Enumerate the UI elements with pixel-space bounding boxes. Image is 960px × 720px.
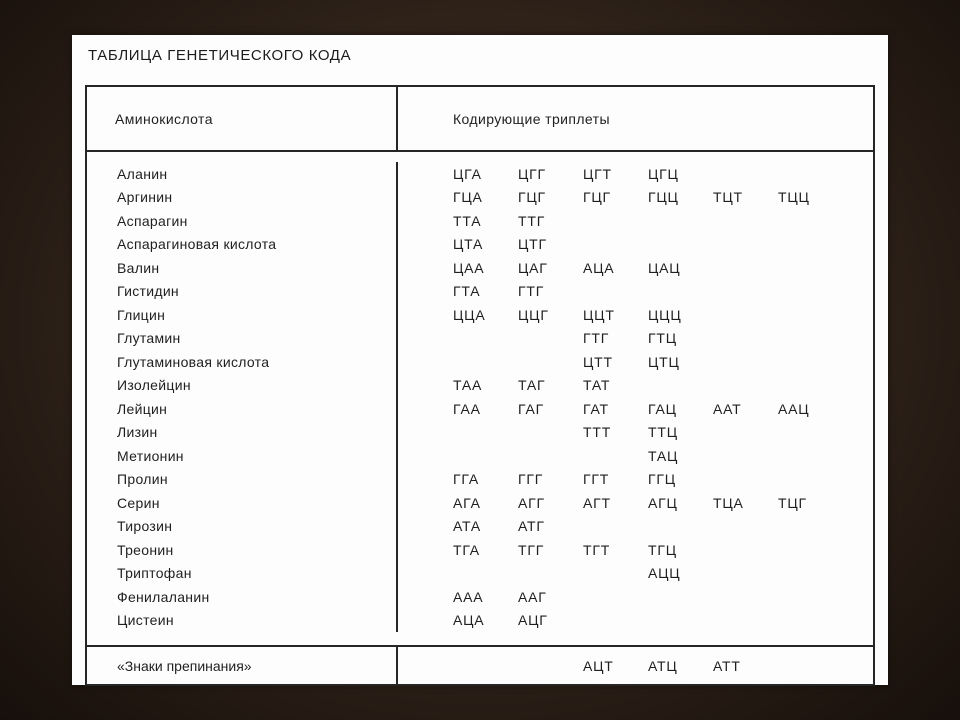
triplet-cell: ЦЦА — [453, 306, 486, 323]
triplet-cells — [398, 515, 873, 539]
triplet-cell: ГТЦ — [648, 330, 677, 347]
triplet-cell: ТТЦ — [648, 424, 678, 441]
triplet-cell: ЦГГ — [518, 165, 546, 182]
triplet-cell: ЦГТ — [583, 165, 612, 182]
triplet-cells — [398, 350, 873, 374]
triplet-cells — [398, 186, 873, 210]
triplet-cell: ГГГ — [518, 471, 544, 488]
triplet-cell: ТГА — [453, 541, 480, 558]
table-row — [87, 538, 873, 562]
triplet-cell: ААЦ — [778, 400, 810, 417]
amino-acid-name: Серин — [87, 491, 398, 515]
triplet-cell: ГЦГ — [583, 189, 611, 206]
triplet-cells — [398, 538, 873, 562]
amino-acid-name: Цистеин — [87, 609, 398, 633]
triplet-cell: АТЦ — [648, 657, 678, 674]
amino-acid-name: Изолейцин — [87, 374, 398, 398]
triplet-cell: ЦГА — [453, 165, 482, 182]
triplet-cell: АТА — [453, 518, 482, 535]
triplet-cells — [398, 233, 873, 257]
triplet-cell: АГА — [453, 494, 481, 511]
triplet-cell: ГЦЦ — [648, 189, 679, 206]
triplet-cell: АТГ — [518, 518, 545, 535]
table-row — [87, 303, 873, 327]
triplet-cell: ТАЦ — [648, 447, 679, 464]
triplet-cell: ЦТТ — [583, 353, 613, 370]
triplet-cells — [398, 585, 873, 609]
triplet-cell: ГАЦ — [648, 400, 677, 417]
footer-triplets — [398, 647, 873, 684]
table-row — [87, 256, 873, 280]
triplet-cell: ТТТ — [583, 424, 612, 441]
amino-acid-name: Пролин — [87, 468, 398, 492]
triplet-cell: АГГ — [518, 494, 545, 511]
triplet-cell: ТАА — [453, 377, 483, 394]
amino-acid-name: Аспарагин — [87, 209, 398, 233]
triplet-cell: ЦЦТ — [583, 306, 615, 323]
triplet-cell: ТЦЦ — [778, 189, 810, 206]
amino-acid-name: Аргинин — [87, 186, 398, 210]
triplet-cell: ЦТА — [453, 236, 484, 253]
triplet-cell: ГГЦ — [648, 471, 676, 488]
table-header-row — [87, 87, 873, 152]
table-body — [87, 152, 873, 645]
triplet-cell: АТТ — [713, 657, 741, 674]
triplet-cell: ГТГ — [583, 330, 610, 347]
triplet-cells — [398, 609, 873, 633]
triplet-cell: ГАГ — [518, 400, 544, 417]
triplet-cell: ГАТ — [583, 400, 609, 417]
column-header-amino-acid: Аминокислота — [87, 87, 398, 150]
triplet-cell: ГАА — [453, 400, 481, 417]
triplet-cell: ГЦА — [453, 189, 483, 206]
table-row — [87, 421, 873, 445]
triplet-cell: АЦА — [453, 612, 485, 629]
triplet-cell: ЦТЦ — [648, 353, 680, 370]
amino-acid-name: Тирозин — [87, 515, 398, 539]
amino-acid-name: Лизин — [87, 421, 398, 445]
table-row — [87, 397, 873, 421]
triplet-cell: ГГТ — [583, 471, 610, 488]
triplet-cell: АЦГ — [518, 612, 548, 629]
triplet-cell: ГТА — [453, 283, 481, 300]
triplet-cell: ГЦГ — [518, 189, 546, 206]
amino-acid-name: Фенилаланин — [87, 585, 398, 609]
triplet-cells — [398, 327, 873, 351]
amino-acid-name: Аспарагиновая кислота — [87, 233, 398, 257]
triplet-cells — [398, 562, 873, 586]
triplet-cell: ТАТ — [583, 377, 611, 394]
triplet-cell: ЦАЦ — [648, 259, 681, 276]
table-row — [87, 327, 873, 351]
triplet-cell: ААА — [453, 588, 484, 605]
amino-acid-name: Аланин — [87, 162, 398, 186]
slide-panel — [72, 35, 888, 685]
table-row — [87, 562, 873, 586]
genetic-code-table — [85, 85, 875, 686]
triplet-cells — [398, 444, 873, 468]
table-row — [87, 491, 873, 515]
triplet-cells — [398, 491, 873, 515]
triplet-cells — [398, 280, 873, 304]
amino-acid-name: Треонин — [87, 538, 398, 562]
triplet-cells — [398, 374, 873, 398]
table-row — [87, 609, 873, 633]
triplet-cell: ТТА — [453, 212, 482, 229]
triplet-cells — [398, 397, 873, 421]
triplet-cell: ТТГ — [518, 212, 546, 229]
table-row — [87, 233, 873, 257]
triplet-cells — [398, 468, 873, 492]
table-row — [87, 350, 873, 374]
triplet-cell: ТГГ — [518, 541, 545, 558]
amino-acid-name: Лейцин — [87, 397, 398, 421]
triplet-cell: ААГ — [518, 588, 547, 605]
triplet-cell: ЦЦГ — [518, 306, 549, 323]
table-footer-row — [87, 645, 873, 684]
triplet-cell: АГЦ — [648, 494, 678, 511]
amino-acid-name: Триптофан — [87, 562, 398, 586]
triplet-cell: ЦАГ — [518, 259, 548, 276]
triplet-cell: АЦТ — [583, 657, 614, 674]
table-row — [87, 280, 873, 304]
triplet-cell: ТЦА — [713, 494, 744, 511]
triplet-cell: ТГТ — [583, 541, 611, 558]
table-row — [87, 209, 873, 233]
table-row — [87, 162, 873, 186]
triplet-cells — [398, 421, 873, 445]
triplet-cell: ЦГЦ — [648, 165, 679, 182]
amino-acid-name: Глутамин — [87, 327, 398, 351]
triplet-cell: ЦТГ — [518, 236, 547, 253]
amino-acid-name: Глицин — [87, 303, 398, 327]
triplet-cell: ГТГ — [518, 283, 545, 300]
amino-acid-name: Гистидин — [87, 280, 398, 304]
triplet-cell: АГТ — [583, 494, 611, 511]
table-row — [87, 444, 873, 468]
table-row — [87, 468, 873, 492]
triplet-cell: ТЦТ — [713, 189, 743, 206]
triplet-cell: ЦЦЦ — [648, 306, 682, 323]
triplet-cells — [398, 303, 873, 327]
triplet-cell: ААТ — [713, 400, 742, 417]
triplet-cell: АЦЦ — [648, 565, 681, 582]
table-row — [87, 374, 873, 398]
table-row — [87, 186, 873, 210]
triplet-cell: АЦА — [583, 259, 615, 276]
footer-label: «Знаки препинания» — [87, 647, 398, 684]
triplet-cell: ЦАА — [453, 259, 485, 276]
amino-acid-name: Глутаминовая кислота — [87, 350, 398, 374]
triplet-cell: ТАГ — [518, 377, 546, 394]
triplet-cells — [398, 209, 873, 233]
table-row — [87, 585, 873, 609]
page-title: ТАБЛИЦА ГЕНЕТИЧЕСКОГО КОДА — [88, 47, 352, 64]
triplet-cell: ТГЦ — [648, 541, 677, 558]
amino-acid-name: Валин — [87, 256, 398, 280]
amino-acid-name: Метионин — [87, 444, 398, 468]
triplet-cell: ТЦГ — [778, 494, 807, 511]
column-header-triplets: Кодирующие триплеты — [453, 110, 610, 127]
triplet-cell: ГГА — [453, 471, 479, 488]
triplet-cells — [398, 162, 873, 186]
table-row — [87, 515, 873, 539]
triplet-cells — [398, 256, 873, 280]
